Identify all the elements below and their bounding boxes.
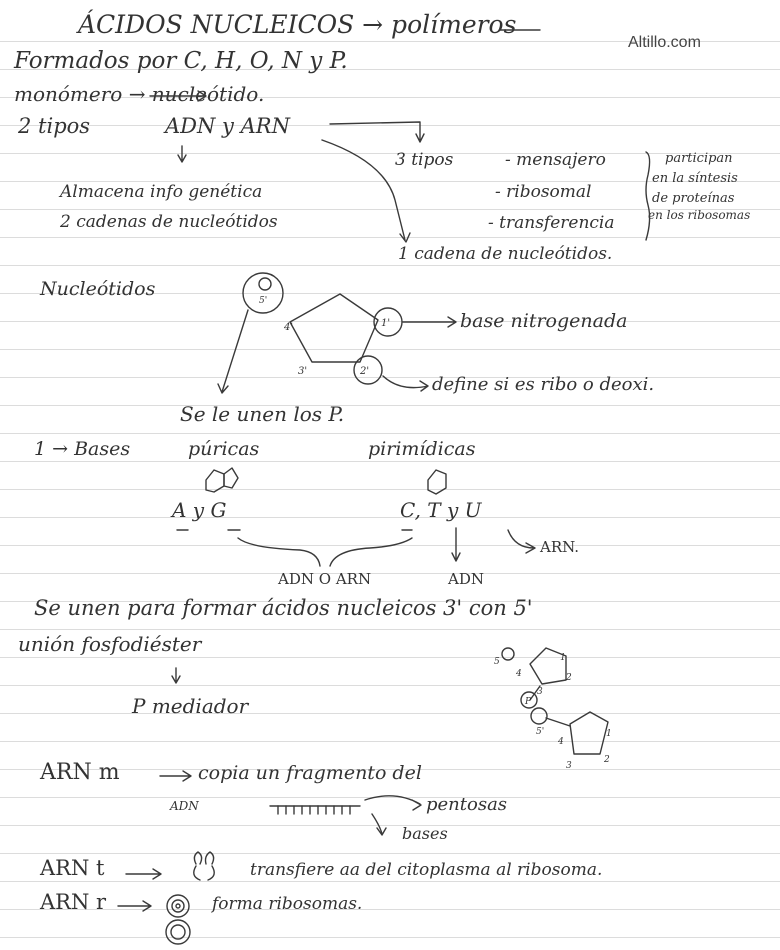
type-transferencia: - transferencia	[488, 213, 615, 233]
participate-3: de proteínas	[652, 191, 735, 206]
diagram-5-label: 5'	[259, 296, 268, 306]
arn-arrow-label: ARN.	[540, 538, 580, 556]
arn-t-description: transfiere aa del citoplasma al ribosoma.	[250, 860, 603, 880]
arrow-icon	[365, 796, 421, 810]
adn-small-label: ADN	[170, 799, 199, 813]
pentoses-label: pentosas	[426, 794, 508, 815]
c2-circle	[354, 356, 382, 384]
defines-line: define si es ribo o deoxi.	[432, 374, 655, 395]
arn-r-label: ARN r	[40, 890, 107, 914]
arrow-icon	[330, 122, 424, 142]
pentose-ring-icon	[290, 294, 378, 362]
diagram-n1: 1	[560, 653, 566, 663]
arn-m-label: ARN m	[40, 760, 120, 785]
arrow-icon	[160, 771, 191, 781]
diagram-n5b: 5'	[536, 727, 545, 737]
three-types-label: 3 tipos	[395, 150, 454, 170]
ribosome-spiral-icon	[167, 895, 189, 917]
arn-m-description: copia un fragmento del	[198, 762, 422, 784]
type-mensajero: - mensajero	[505, 150, 606, 170]
adn-arn-label: ADN y ARN	[165, 114, 290, 138]
phosphate-join-line: Se le unen los P.	[180, 402, 345, 426]
base-nitrogenada: base nitrogenada	[460, 310, 628, 332]
phosphate-circle	[243, 273, 283, 313]
arrow-icon	[218, 310, 248, 393]
c1-circle	[374, 308, 402, 336]
ribosome-spiral-icon	[166, 920, 190, 944]
diagram-p: P	[525, 697, 532, 707]
diagram-n4b: 4	[558, 737, 564, 747]
phosphate-inner-circle	[259, 278, 271, 290]
adn-desc-2: 2 cadenas de nucleótidos	[60, 212, 278, 232]
one-chain-line: 1 cadena de nucleótidos.	[398, 244, 613, 264]
watermark: Altillo.com	[628, 34, 701, 51]
purines-letters: A y G	[172, 498, 227, 522]
arn-t-label: ARN t	[40, 856, 105, 880]
pyrimidine-ring-icon	[428, 470, 446, 494]
two-types-label: 2 tipos	[18, 114, 91, 138]
diagram-n3: 3	[537, 687, 543, 697]
monomer-line: monómero → nucleótido.	[14, 82, 265, 106]
diagram-2-label: 2'	[360, 366, 370, 377]
trna-cloverleaf-icon	[194, 852, 215, 880]
diagram-3-label: 3'	[298, 366, 308, 377]
pyrimidines-label: pirimídicas	[368, 438, 476, 460]
type-ribosomal: - ribosomal	[495, 182, 592, 202]
arrow-icon	[508, 530, 535, 553]
nucleotides-heading: Nucleótidos	[40, 278, 156, 300]
diagram-n2b: 2	[604, 755, 610, 765]
join-sentence-2: unión fosfodiéster	[18, 632, 202, 656]
arrow-icon	[383, 376, 428, 391]
arrow-icon	[126, 869, 161, 879]
participate-1: participan	[665, 151, 733, 166]
arn-r-description: forma ribosomas.	[212, 894, 363, 914]
diagram-n2: 2	[566, 673, 572, 683]
brace-icon	[646, 152, 650, 240]
formed-by-line: Formados por C, H, O, N y P.	[14, 48, 348, 74]
phosphate-circle	[521, 692, 537, 708]
arrow-icon	[172, 668, 180, 683]
diagram-n5: 5	[494, 657, 500, 667]
bases-label: 1 → Bases	[34, 438, 131, 460]
p-mediator: P mediador	[132, 694, 249, 718]
purine-ring-icon	[206, 470, 224, 492]
participate-2: en la síntesis	[652, 171, 738, 186]
diagram-4-label: 4'	[284, 322, 294, 333]
bases-small-label: bases	[402, 824, 448, 843]
diagram-n1b: 1	[606, 729, 612, 739]
adn-only-label: ADN	[448, 570, 484, 588]
diagram-n4: 4	[516, 669, 522, 679]
pentose-ring-icon	[530, 648, 566, 684]
purines-label: púricas	[188, 438, 260, 460]
purine-ring-icon	[224, 468, 238, 488]
arrow-icon	[372, 814, 386, 835]
pyrimidines-letters: C, T y U	[400, 498, 482, 522]
diagram-1-label: 1'	[381, 318, 391, 329]
title: ÁCIDOS NUCLEICOS → polímeros	[78, 10, 517, 39]
pentose-ring-icon	[570, 712, 608, 754]
arrow-icon	[118, 901, 151, 911]
arrow-icon	[452, 528, 460, 561]
diagram-n3b: 3	[566, 761, 572, 771]
arrow-icon	[403, 317, 456, 327]
phosphate-circle	[502, 648, 514, 660]
join-sentence-1: Se unen para formar ácidos nucleicos 3' con 5'	[34, 596, 533, 620]
arrow-icon	[178, 146, 186, 162]
adn-desc-1: Almacena info genética	[60, 182, 263, 202]
adn-o-arn-label: ADN O ARN	[278, 570, 372, 588]
participate-4: en los ribosomas	[648, 208, 751, 222]
